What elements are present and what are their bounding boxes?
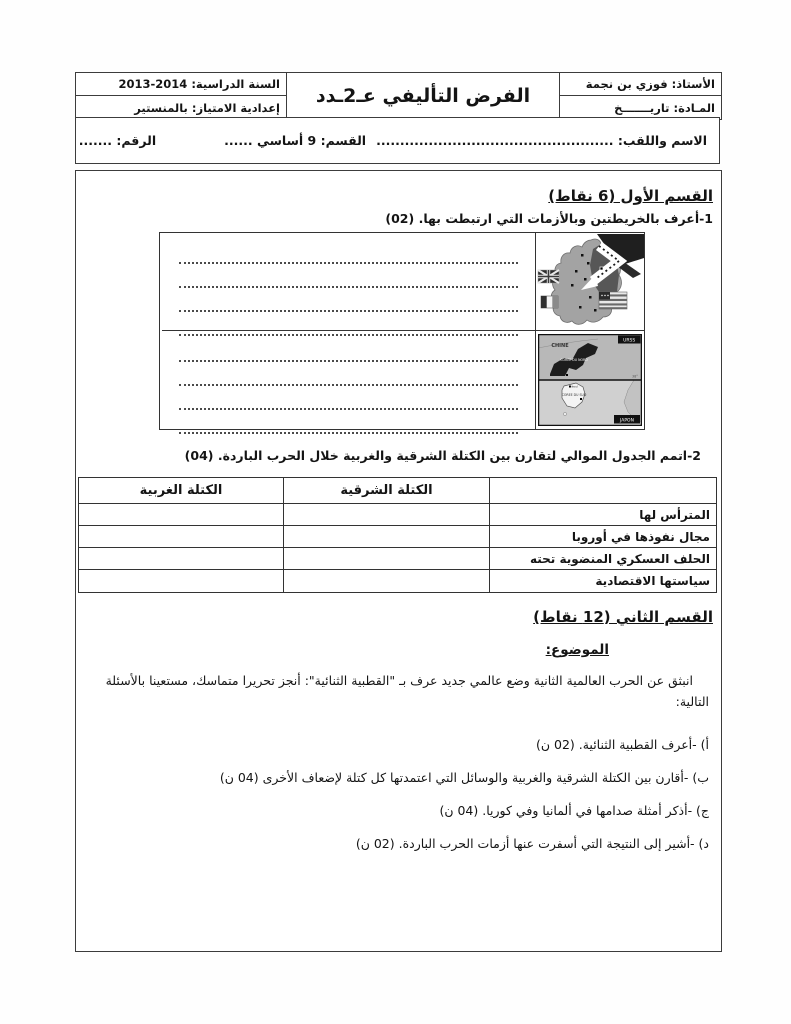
japan-label: JAPON [620, 418, 634, 424]
cmp-row-label: الحلف العسكري المنضوية تحته [489, 548, 716, 570]
france-flag-icon [541, 296, 558, 308]
cmp-row-label: مجال نفوذها في أوروبا [489, 526, 716, 548]
exam-title: الفرض التأليفي عـ2ـدد [287, 73, 560, 119]
cmp-west-answer-cell [79, 548, 283, 570]
section1-heading: القسم الأول (6 نقاط) [548, 187, 713, 205]
seoul-label: Séoul [569, 384, 578, 389]
cmp-header-east: الكتلة الشرقية [283, 478, 489, 504]
cmp-east-answer-cell [283, 526, 489, 548]
sub-question-b: ب) -أقارن بين الكتلة الشرقية والغربية والوسائل التي اعتمدتها كل كتلة لإضعاف الأخرى (04 ن) [219, 770, 709, 785]
cmp-west-answer-cell [79, 570, 283, 592]
main-content-box [75, 170, 722, 952]
header-table [75, 72, 722, 120]
class-field: القسم: 9 أساسي ...... [224, 133, 367, 148]
us-flag-icon [599, 292, 627, 309]
school-name: إعدادية الامتياز: بالمنستير [134, 100, 280, 115]
question-2: 2-اتمم الجدول الموالي لتقارن بين الكتلة الشرقية والغربية خلال الحرب الباردة. (04) [184, 448, 701, 463]
china-label: CHINE [551, 343, 569, 349]
sub-question-a: أ) -أعرف القطبية الثنائية. (02 ن) [535, 737, 709, 752]
cmp-header-west: الكتلة الغربية [79, 478, 283, 504]
subject-label: المـادة: تاريـــــــخ [614, 100, 715, 115]
cmp-east-answer-cell [283, 570, 489, 592]
germany-map-cell [535, 233, 644, 331]
uk-flag-icon [538, 270, 559, 283]
dotted-answer-line [179, 338, 518, 362]
cmp-east-answer-cell [283, 504, 489, 526]
cmp-west-answer-cell [79, 526, 283, 548]
germany-map-image [537, 234, 644, 330]
dotted-answer-line [179, 362, 518, 386]
topic-label: الموضوع: [545, 642, 609, 658]
student-info-row [75, 117, 720, 164]
school-year: السنة الدراسية: 2014-2013 [76, 73, 286, 96]
sub-question-d: د) -أشير إلى النتيجة التي أسفرت عنها أزمات الحرب الباردة. (02 ن) [355, 836, 709, 851]
dotted-answer-line [179, 386, 518, 410]
answer-area-1 [162, 233, 535, 331]
ussr-label: URSS [623, 338, 636, 344]
dotted-answer-line [179, 264, 518, 288]
cmp-west-answer-cell [79, 504, 283, 526]
number-field: الرقم: ....... [78, 133, 157, 148]
cmp-row-label: سياستها الاقتصادية [489, 570, 716, 592]
cmp-header-empty [489, 478, 716, 504]
sub-question-c: ج) -أذكر أمثلة صدامها في ألمانيا وفي كوريا. (04 ن) [439, 803, 709, 818]
cmp-east-answer-cell [283, 548, 489, 570]
korea-map-cell [535, 331, 644, 429]
sub-questions [88, 735, 709, 867]
maps-answer-table [159, 232, 645, 430]
dotted-answer-line [179, 288, 518, 312]
parallel-label: 38° [632, 374, 638, 379]
teacher-name: الأستاذ: فوزي بن نجمة [560, 73, 721, 96]
dotted-answer-line [179, 410, 518, 434]
teacher-subject-cell [560, 73, 721, 119]
essay-intro: انبثق عن الحرب العالمية الثانية وضع عالمي جديد عرف بـ "القطبية الثنائية": أنجز تحريرا متماسك، مستعينا بالأسئلة التالية: [105, 673, 709, 709]
year-school-cell [76, 73, 287, 119]
korea-map-image [538, 334, 642, 426]
section2-heading: القسم الثاني (12 نقاط) [533, 608, 713, 626]
question-1: 1-أعرف بالخريطتين وبالأزمات التي ارتبطت بها. (02) [385, 211, 713, 226]
student-name-field: الاسم واللقب: .................................................. [376, 133, 707, 148]
answer-area-2 [162, 331, 535, 429]
north-korea-label: COREE DU NORD [560, 358, 588, 362]
dotted-answer-line [179, 240, 518, 264]
south-korea-label: COREE DU SUD [561, 393, 587, 397]
comparison-table [78, 477, 717, 593]
cmp-row-label: المترأس لها [489, 504, 716, 526]
berlin-dot [600, 267, 603, 270]
